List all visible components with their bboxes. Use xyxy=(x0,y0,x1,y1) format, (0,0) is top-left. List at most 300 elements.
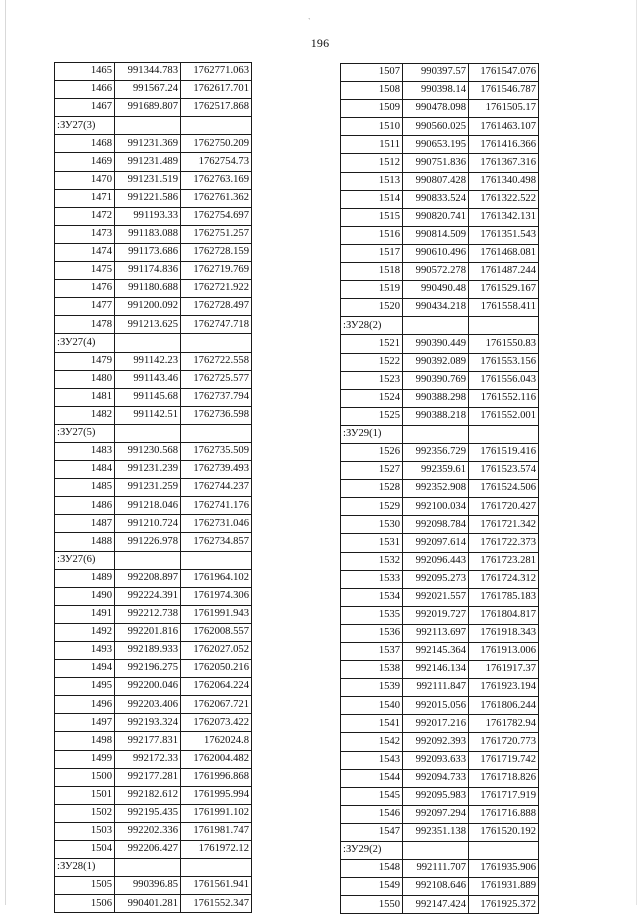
y-coordinate-cell: 1761351.543 xyxy=(469,226,539,244)
y-coordinate-cell: 1762721.922 xyxy=(181,280,252,298)
scan-edge-right xyxy=(636,0,637,905)
point-number-cell: 1513 xyxy=(341,172,403,190)
table-row xyxy=(341,389,539,407)
table-row xyxy=(55,388,252,406)
x-coordinate-cell: 990653.195 xyxy=(403,136,469,154)
x-coordinate-cell: 992182.612 xyxy=(115,786,181,804)
y-coordinate-cell: 1762771.063 xyxy=(181,63,252,81)
point-number-cell: 1524 xyxy=(341,389,403,407)
y-coordinate-cell: 1761367.316 xyxy=(469,154,539,172)
x-coordinate-cell: 992097.614 xyxy=(403,534,469,552)
table-row xyxy=(341,715,539,733)
x-coordinate-cell: 990751.836 xyxy=(403,154,469,172)
x-coordinate-cell: 992195.435 xyxy=(115,804,181,822)
x-coordinate-cell: 992111.847 xyxy=(403,679,469,697)
table-row xyxy=(55,587,252,605)
table-row xyxy=(341,82,539,100)
y-coordinate-cell: 1762739.493 xyxy=(181,461,252,479)
point-number-cell: 1482 xyxy=(55,406,115,424)
y-coordinate-cell: 1761505.17 xyxy=(469,100,539,118)
point-number-cell: 1529 xyxy=(341,498,403,516)
table-row xyxy=(55,171,252,189)
y-coordinate-cell: 1761547.076 xyxy=(469,64,539,82)
point-number-cell: 1486 xyxy=(55,497,115,515)
point-number-cell: 1538 xyxy=(341,661,403,679)
point-number-cell: 1537 xyxy=(341,643,403,661)
point-number-cell: 1485 xyxy=(55,479,115,497)
x-coordinate-cell: 990398.14 xyxy=(403,82,469,100)
y-coordinate-cell: 1761923.194 xyxy=(469,679,539,697)
x-coordinate-cell: 992359.61 xyxy=(403,462,469,480)
x-coordinate-cell: 992212.738 xyxy=(115,605,181,623)
x-coordinate-cell: 991221.586 xyxy=(115,189,181,207)
point-number-cell: 1466 xyxy=(55,81,115,99)
x-coordinate-cell: 992201.816 xyxy=(115,623,181,641)
table-row xyxy=(341,661,539,679)
section-empty-cell xyxy=(403,425,469,443)
x-coordinate-cell: 992015.056 xyxy=(403,697,469,715)
x-coordinate-cell: 990401.281 xyxy=(115,895,181,913)
point-number-cell: 1545 xyxy=(341,787,403,805)
section-empty-cell xyxy=(469,425,539,443)
x-coordinate-cell: 992208.897 xyxy=(115,569,181,587)
table-row xyxy=(341,244,539,262)
x-coordinate-cell: 991218.046 xyxy=(115,497,181,515)
point-number-cell: 1487 xyxy=(55,515,115,533)
y-coordinate-cell: 1761552.001 xyxy=(469,407,539,425)
x-coordinate-cell: 990434.218 xyxy=(403,299,469,317)
x-coordinate-cell: 991143.46 xyxy=(115,370,181,388)
point-number-cell: 1496 xyxy=(55,696,115,714)
y-coordinate-cell: 1761342.131 xyxy=(469,208,539,226)
table-row xyxy=(55,515,252,533)
y-coordinate-cell: 1761804.817 xyxy=(469,606,539,624)
y-coordinate-cell: 1762731.046 xyxy=(181,515,252,533)
section-row xyxy=(341,317,539,335)
table-row xyxy=(341,100,539,118)
table-row xyxy=(55,895,252,913)
point-number-cell: 1473 xyxy=(55,225,115,243)
x-coordinate-cell: 992095.273 xyxy=(403,570,469,588)
table-row xyxy=(55,262,252,280)
table-row xyxy=(341,733,539,751)
y-coordinate-cell: 1761558.411 xyxy=(469,299,539,317)
x-coordinate-cell: 992224.391 xyxy=(115,587,181,605)
point-number-cell: 1519 xyxy=(341,281,403,299)
table-row xyxy=(55,533,252,551)
y-coordinate-cell: 1761722.373 xyxy=(469,534,539,552)
table-row xyxy=(341,534,539,552)
y-coordinate-cell: 1762008.557 xyxy=(181,623,252,641)
section-empty-cell xyxy=(181,551,252,569)
x-coordinate-cell: 992206.427 xyxy=(115,841,181,859)
page-number: 196 xyxy=(310,36,330,50)
y-coordinate-cell: 1762050.216 xyxy=(181,660,252,678)
y-coordinate-cell: 1761550.83 xyxy=(469,335,539,353)
point-number-cell: 1483 xyxy=(55,442,115,460)
y-coordinate-cell: 1761719.742 xyxy=(469,751,539,769)
y-coordinate-cell: 1761996.868 xyxy=(181,768,252,786)
y-coordinate-cell: 1761552.116 xyxy=(469,389,539,407)
section-row xyxy=(55,859,252,877)
table-row xyxy=(341,624,539,642)
table-row xyxy=(341,878,539,896)
table-row xyxy=(341,443,539,461)
point-number-cell: 1541 xyxy=(341,715,403,733)
y-coordinate-cell: 1762737.794 xyxy=(181,388,252,406)
table-row xyxy=(341,787,539,805)
y-coordinate-cell: 1761718.826 xyxy=(469,769,539,787)
section-empty-cell xyxy=(181,117,252,135)
x-coordinate-cell: 991226.978 xyxy=(115,533,181,551)
section-empty-cell xyxy=(181,424,252,442)
x-coordinate-cell: 992096.443 xyxy=(403,552,469,570)
table-row xyxy=(55,768,252,786)
point-number-cell: 1468 xyxy=(55,135,115,153)
table-row xyxy=(55,225,252,243)
section-label-cell: :ЗУ27(4) xyxy=(55,334,115,352)
x-coordinate-cell: 990490.48 xyxy=(403,281,469,299)
point-number-cell: 1481 xyxy=(55,388,115,406)
x-coordinate-cell: 992098.784 xyxy=(403,516,469,534)
x-coordinate-cell: 991183.088 xyxy=(115,225,181,243)
x-coordinate-cell: 992113.697 xyxy=(403,624,469,642)
y-coordinate-cell: 1761519.416 xyxy=(469,443,539,461)
table-row xyxy=(55,714,252,732)
x-coordinate-cell: 992021.557 xyxy=(403,588,469,606)
x-coordinate-cell: 991344.783 xyxy=(115,63,181,81)
point-number-cell: 1476 xyxy=(55,280,115,298)
point-number-cell: 1506 xyxy=(55,895,115,913)
table-row xyxy=(55,660,252,678)
coordinates-table-left xyxy=(54,62,252,913)
point-number-cell: 1469 xyxy=(55,153,115,171)
section-label-cell: :ЗУ29(2) xyxy=(341,842,403,860)
point-number-cell: 1470 xyxy=(55,171,115,189)
table-row xyxy=(55,605,252,623)
table-row xyxy=(55,877,252,895)
y-coordinate-cell: 1762763.169 xyxy=(181,171,252,189)
y-coordinate-cell: 1762728.497 xyxy=(181,298,252,316)
table-row xyxy=(55,696,252,714)
x-coordinate-cell: 992147.424 xyxy=(403,896,469,914)
table-row xyxy=(55,569,252,587)
y-coordinate-cell: 1762722.558 xyxy=(181,352,252,370)
x-coordinate-cell: 991142.23 xyxy=(115,352,181,370)
y-coordinate-cell: 1762754.697 xyxy=(181,207,252,225)
table-row xyxy=(55,479,252,497)
x-coordinate-cell: 992193.324 xyxy=(115,714,181,732)
y-coordinate-cell: 1762725.577 xyxy=(181,370,252,388)
x-coordinate-cell: 992019.727 xyxy=(403,606,469,624)
point-number-cell: 1480 xyxy=(55,370,115,388)
x-coordinate-cell: 991173.686 xyxy=(115,243,181,261)
section-label-cell: :ЗУ27(5) xyxy=(55,424,115,442)
x-coordinate-cell: 990390.449 xyxy=(403,335,469,353)
point-number-cell: 1491 xyxy=(55,605,115,623)
y-coordinate-cell: 1761974.306 xyxy=(181,587,252,605)
point-number-cell: 1531 xyxy=(341,534,403,552)
section-empty-cell xyxy=(403,842,469,860)
x-coordinate-cell: 992352.908 xyxy=(403,480,469,498)
y-coordinate-cell: 1761720.773 xyxy=(469,733,539,751)
y-coordinate-cell: 1761561.941 xyxy=(181,877,252,895)
y-coordinate-cell: 1761991.943 xyxy=(181,605,252,623)
table-row xyxy=(341,498,539,516)
point-number-cell: 1542 xyxy=(341,733,403,751)
x-coordinate-cell: 990820.741 xyxy=(403,208,469,226)
table-row xyxy=(341,823,539,841)
y-coordinate-cell: 1761917.37 xyxy=(469,661,539,679)
x-coordinate-cell: 990807.428 xyxy=(403,172,469,190)
x-coordinate-cell: 990396.85 xyxy=(115,877,181,895)
y-coordinate-cell: 1762747.718 xyxy=(181,316,252,334)
point-number-cell: 1540 xyxy=(341,697,403,715)
point-number-cell: 1472 xyxy=(55,207,115,225)
y-coordinate-cell: 1761322.522 xyxy=(469,190,539,208)
table-row xyxy=(341,570,539,588)
point-number-cell: 1502 xyxy=(55,804,115,822)
table-row xyxy=(55,99,252,117)
point-number-cell: 1535 xyxy=(341,606,403,624)
x-coordinate-cell: 990610.496 xyxy=(403,244,469,262)
y-coordinate-cell: 1762750.209 xyxy=(181,135,252,153)
x-coordinate-cell: 991145.68 xyxy=(115,388,181,406)
x-coordinate-cell: 991180.688 xyxy=(115,280,181,298)
point-number-cell: 1509 xyxy=(341,100,403,118)
section-row xyxy=(55,117,252,135)
y-coordinate-cell: 1762735.509 xyxy=(181,442,252,460)
x-coordinate-cell: 992200.046 xyxy=(115,678,181,696)
x-coordinate-cell: 992108.646 xyxy=(403,878,469,896)
y-coordinate-cell: 1762754.73 xyxy=(181,153,252,171)
table-row xyxy=(55,280,252,298)
point-number-cell: 1516 xyxy=(341,226,403,244)
y-coordinate-cell: 1761935.906 xyxy=(469,860,539,878)
point-number-cell: 1528 xyxy=(341,480,403,498)
point-number-cell: 1547 xyxy=(341,823,403,841)
table-row xyxy=(55,750,252,768)
x-coordinate-cell: 992202.336 xyxy=(115,822,181,840)
x-coordinate-cell: 991213.625 xyxy=(115,316,181,334)
table-row xyxy=(341,679,539,697)
section-empty-cell xyxy=(469,842,539,860)
point-number-cell: 1510 xyxy=(341,118,403,136)
point-number-cell: 1543 xyxy=(341,751,403,769)
section-empty-cell xyxy=(469,317,539,335)
point-number-cell: 1534 xyxy=(341,588,403,606)
section-empty-cell xyxy=(115,117,181,135)
table-row xyxy=(55,642,252,660)
table-row xyxy=(55,189,252,207)
section-label-cell: :ЗУ29(1) xyxy=(341,425,403,443)
x-coordinate-cell: 990572.278 xyxy=(403,263,469,281)
table-row xyxy=(341,516,539,534)
point-number-cell: 1507 xyxy=(341,64,403,82)
point-number-cell: 1490 xyxy=(55,587,115,605)
y-coordinate-cell: 1761721.342 xyxy=(469,516,539,534)
y-coordinate-cell: 1762024.8 xyxy=(181,732,252,750)
point-number-cell: 1503 xyxy=(55,822,115,840)
table-row xyxy=(55,153,252,171)
point-number-cell: 1504 xyxy=(55,841,115,859)
y-coordinate-cell: 1761925.372 xyxy=(469,896,539,914)
section-label-cell: :ЗУ27(3) xyxy=(55,117,115,135)
x-coordinate-cell: 991689.807 xyxy=(115,99,181,117)
point-number-cell: 1523 xyxy=(341,371,403,389)
y-coordinate-cell: 1762004.482 xyxy=(181,750,252,768)
point-number-cell: 1499 xyxy=(55,750,115,768)
x-coordinate-cell: 991567.24 xyxy=(115,81,181,99)
table-row xyxy=(341,480,539,498)
point-number-cell: 1518 xyxy=(341,263,403,281)
table-row xyxy=(55,406,252,424)
y-coordinate-cell: 1761723.281 xyxy=(469,552,539,570)
point-number-cell: 1530 xyxy=(341,516,403,534)
y-coordinate-cell: 1761991.102 xyxy=(181,804,252,822)
x-coordinate-cell: 990388.298 xyxy=(403,389,469,407)
point-number-cell: 1514 xyxy=(341,190,403,208)
x-coordinate-cell: 991231.489 xyxy=(115,153,181,171)
y-coordinate-cell: 1761556.043 xyxy=(469,371,539,389)
y-coordinate-cell: 1761720.427 xyxy=(469,498,539,516)
table-row xyxy=(55,316,252,334)
point-number-cell: 1526 xyxy=(341,443,403,461)
x-coordinate-cell: 992094.733 xyxy=(403,769,469,787)
x-coordinate-cell: 990388.218 xyxy=(403,407,469,425)
point-number-cell: 1475 xyxy=(55,262,115,280)
table-row xyxy=(55,442,252,460)
section-empty-cell xyxy=(181,859,252,877)
table-row xyxy=(341,154,539,172)
x-coordinate-cell: 990560.025 xyxy=(403,118,469,136)
y-coordinate-cell: 1761724.312 xyxy=(469,570,539,588)
x-coordinate-cell: 991231.239 xyxy=(115,461,181,479)
table-row xyxy=(341,172,539,190)
x-coordinate-cell: 992196.275 xyxy=(115,660,181,678)
x-coordinate-cell: 991142.51 xyxy=(115,406,181,424)
y-coordinate-cell: 1761931.889 xyxy=(469,878,539,896)
table-row xyxy=(341,769,539,787)
table-row xyxy=(341,588,539,606)
y-coordinate-cell: 1761529.167 xyxy=(469,281,539,299)
table-row xyxy=(341,407,539,425)
table-row xyxy=(341,335,539,353)
x-coordinate-cell: 990390.769 xyxy=(403,371,469,389)
x-coordinate-cell: 992189.933 xyxy=(115,642,181,660)
point-number-cell: 1498 xyxy=(55,732,115,750)
point-number-cell: 1517 xyxy=(341,244,403,262)
y-coordinate-cell: 1761524.506 xyxy=(469,480,539,498)
table-row xyxy=(55,298,252,316)
point-number-cell: 1478 xyxy=(55,316,115,334)
x-coordinate-cell: 991231.519 xyxy=(115,171,181,189)
point-number-cell: 1521 xyxy=(341,335,403,353)
x-coordinate-cell: 992095.983 xyxy=(403,787,469,805)
x-coordinate-cell: 992351.138 xyxy=(403,823,469,841)
point-number-cell: 1474 xyxy=(55,243,115,261)
x-coordinate-cell: 992111.707 xyxy=(403,860,469,878)
table-row xyxy=(341,552,539,570)
x-coordinate-cell: 992092.393 xyxy=(403,733,469,751)
y-coordinate-cell: 1762617.701 xyxy=(181,81,252,99)
y-coordinate-cell: 1761716.888 xyxy=(469,805,539,823)
point-number-cell: 1546 xyxy=(341,805,403,823)
y-coordinate-cell: 1761546.787 xyxy=(469,82,539,100)
y-coordinate-cell: 1761520.192 xyxy=(469,823,539,841)
section-row xyxy=(55,551,252,569)
x-coordinate-cell: 991193.33 xyxy=(115,207,181,225)
y-coordinate-cell: 1762728.159 xyxy=(181,243,252,261)
table-row xyxy=(55,732,252,750)
table-row xyxy=(55,678,252,696)
table-row xyxy=(55,497,252,515)
y-coordinate-cell: 1761785.183 xyxy=(469,588,539,606)
x-coordinate-cell: 992146.134 xyxy=(403,661,469,679)
y-coordinate-cell: 1761552.347 xyxy=(181,895,252,913)
section-row xyxy=(55,334,252,352)
point-number-cell: 1495 xyxy=(55,678,115,696)
y-coordinate-cell: 1762761.362 xyxy=(181,189,252,207)
y-coordinate-cell: 1761918.343 xyxy=(469,624,539,642)
point-number-cell: 1539 xyxy=(341,679,403,697)
section-label-cell: :ЗУ28(1) xyxy=(55,859,115,877)
point-number-cell: 1549 xyxy=(341,878,403,896)
table-row xyxy=(55,207,252,225)
table-row xyxy=(341,462,539,480)
section-empty-cell xyxy=(115,551,181,569)
x-coordinate-cell: 991174.836 xyxy=(115,262,181,280)
y-coordinate-cell: 1761717.919 xyxy=(469,787,539,805)
y-coordinate-cell: 1762736.598 xyxy=(181,406,252,424)
table-row xyxy=(341,64,539,82)
y-coordinate-cell: 1762027.052 xyxy=(181,642,252,660)
x-coordinate-cell: 991200.092 xyxy=(115,298,181,316)
y-coordinate-cell: 1762751.257 xyxy=(181,225,252,243)
section-empty-cell xyxy=(115,424,181,442)
section-empty-cell xyxy=(403,317,469,335)
table-row xyxy=(55,370,252,388)
y-coordinate-cell: 1761782.94 xyxy=(469,715,539,733)
table-row xyxy=(341,226,539,244)
y-coordinate-cell: 1762741.176 xyxy=(181,497,252,515)
point-number-cell: 1548 xyxy=(341,860,403,878)
section-row xyxy=(55,424,252,442)
x-coordinate-cell: 990478.098 xyxy=(403,100,469,118)
table-row xyxy=(341,136,539,154)
y-coordinate-cell: 1761981.747 xyxy=(181,822,252,840)
x-coordinate-cell: 992093.633 xyxy=(403,751,469,769)
section-row xyxy=(341,842,539,860)
x-coordinate-cell: 992017.216 xyxy=(403,715,469,733)
table-row xyxy=(55,243,252,261)
scan-edge-left xyxy=(5,0,6,905)
y-coordinate-cell: 1761964.102 xyxy=(181,569,252,587)
y-coordinate-cell: 1761416.366 xyxy=(469,136,539,154)
table-row xyxy=(341,606,539,624)
y-coordinate-cell: 1761806.244 xyxy=(469,697,539,715)
y-coordinate-cell: 1762073.422 xyxy=(181,714,252,732)
point-number-cell: 1533 xyxy=(341,570,403,588)
coordinates-table-right xyxy=(340,63,539,914)
x-coordinate-cell: 992172.33 xyxy=(115,750,181,768)
y-coordinate-cell: 1761463.107 xyxy=(469,118,539,136)
point-number-cell: 1532 xyxy=(341,552,403,570)
table-row xyxy=(341,263,539,281)
x-coordinate-cell: 991230.568 xyxy=(115,442,181,460)
table-row xyxy=(55,841,252,859)
point-number-cell: 1512 xyxy=(341,154,403,172)
